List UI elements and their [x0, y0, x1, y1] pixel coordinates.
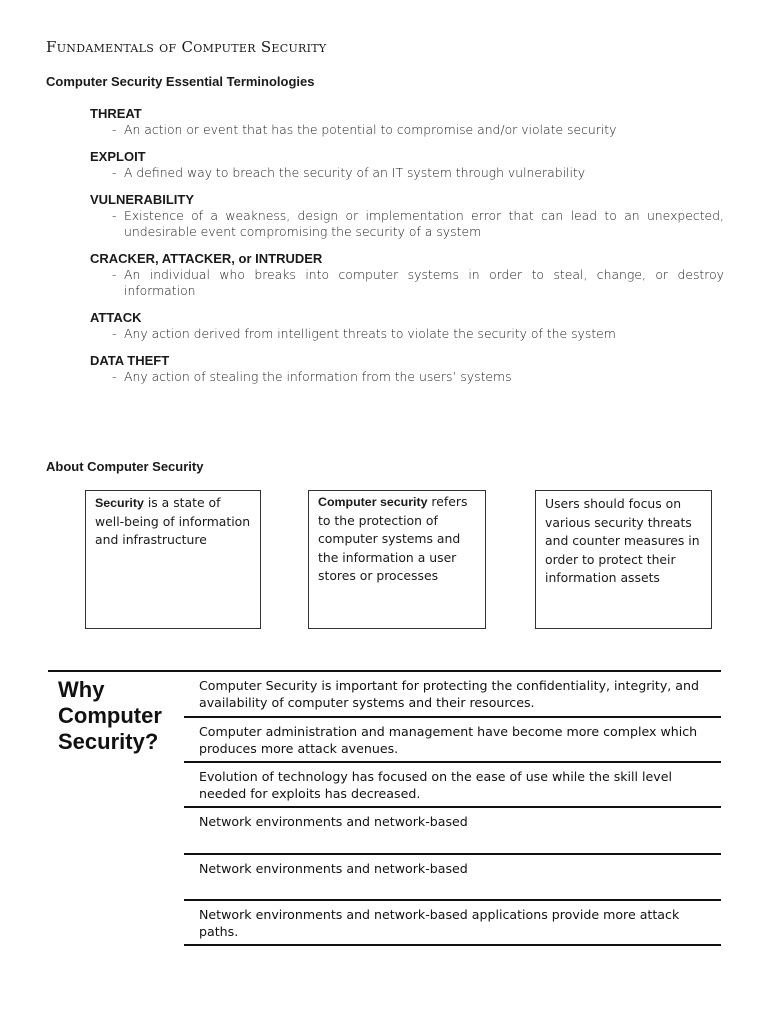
term-definition: [90, 267, 724, 299]
term-definition: [90, 165, 724, 181]
document-title: Fundamentals of Computer Security: [46, 38, 327, 56]
bullet-dash: -: [112, 267, 117, 282]
terminology-heading: Computer Security Essential Terminologies: [46, 74, 315, 89]
bullet-dash: -: [112, 208, 117, 223]
bullet-dash: -: [112, 165, 117, 180]
term-item: [90, 149, 724, 181]
reason-text: Computer Security is important for protecting the confidentiality, integrity, and availability of computer systems and their resources.: [199, 678, 699, 710]
term-definition-text: Any action derived from intelligent threats to violate the security of the system: [124, 326, 616, 341]
reason-text: Evolution of technology has focused on the ease of use while the skill level needed for exploits has decreased.: [199, 769, 672, 801]
term-name: VULNERABILITY: [90, 192, 194, 207]
box-bold-term: Security: [95, 496, 144, 510]
term-item: [90, 353, 724, 385]
reason-row: [184, 855, 721, 901]
term-item: [90, 192, 724, 240]
about-box-computer-security: [308, 490, 486, 629]
term-name: CRACKER, ATTACKER, or INTRUDER: [90, 251, 323, 266]
term-name: EXPLOIT: [90, 149, 146, 164]
term-definition-text: A defined way to breach the security of an IT system through vulnerability: [124, 165, 586, 180]
reason-text: Network environments and network-based: [199, 814, 468, 829]
reason-row: [184, 763, 721, 808]
about-box-users-focus: [535, 490, 712, 629]
term-item: [90, 310, 724, 342]
terminology-list: [90, 106, 724, 396]
term-definition: [90, 369, 724, 385]
about-box-security: [85, 490, 261, 629]
reason-row: [184, 808, 721, 855]
term-name: THREAT: [90, 106, 142, 121]
term-definition: [90, 326, 724, 342]
term-name: ATTACK: [90, 310, 142, 325]
term-definition-text: An action or event that has the potential to compromise and/or violate security: [124, 122, 617, 137]
why-title: [58, 677, 178, 755]
why-title-text: Why Computer Security?: [58, 677, 162, 754]
term-definition-text: An individual who breaks into computer systems in order to steal, change, or destroy information: [124, 267, 724, 298]
term-item: [90, 251, 724, 299]
term-definition-text: Any action of stealing the information from the users’ systems: [124, 369, 512, 384]
reason-text: Network environments and network-based: [199, 861, 468, 876]
reason-text: Network environments and network-based applications provide more attack paths.: [199, 907, 680, 939]
bullet-dash: -: [112, 326, 117, 341]
term-name: DATA THEFT: [90, 353, 170, 368]
reasons-list: [184, 672, 721, 946]
reason-row: [184, 672, 721, 718]
box-text: refers to the protection of computer systems and the information a user stores or processes: [318, 494, 468, 583]
box-bold-term: Computer security: [318, 495, 428, 509]
box-text: Users should focus on various security threats and counter measures in order to protect their information assets: [545, 496, 700, 585]
term-definition-text: Existence of a weakness, design or implementation error that can lead to an unexpected, undesirable event compromising the security of a system: [124, 208, 724, 239]
bullet-dash: -: [112, 122, 117, 137]
reason-row: [184, 718, 721, 763]
bullet-dash: -: [112, 369, 117, 384]
term-item: [90, 106, 724, 138]
term-definition: [90, 122, 724, 138]
box-text: is a state of well-being of information and infrastructure: [95, 495, 251, 547]
about-heading: About Computer Security: [46, 459, 204, 474]
term-definition: [90, 208, 724, 240]
reason-row: [184, 901, 721, 946]
reason-text: Computer administration and management have become more complex which produces more attack avenues.: [199, 724, 698, 756]
